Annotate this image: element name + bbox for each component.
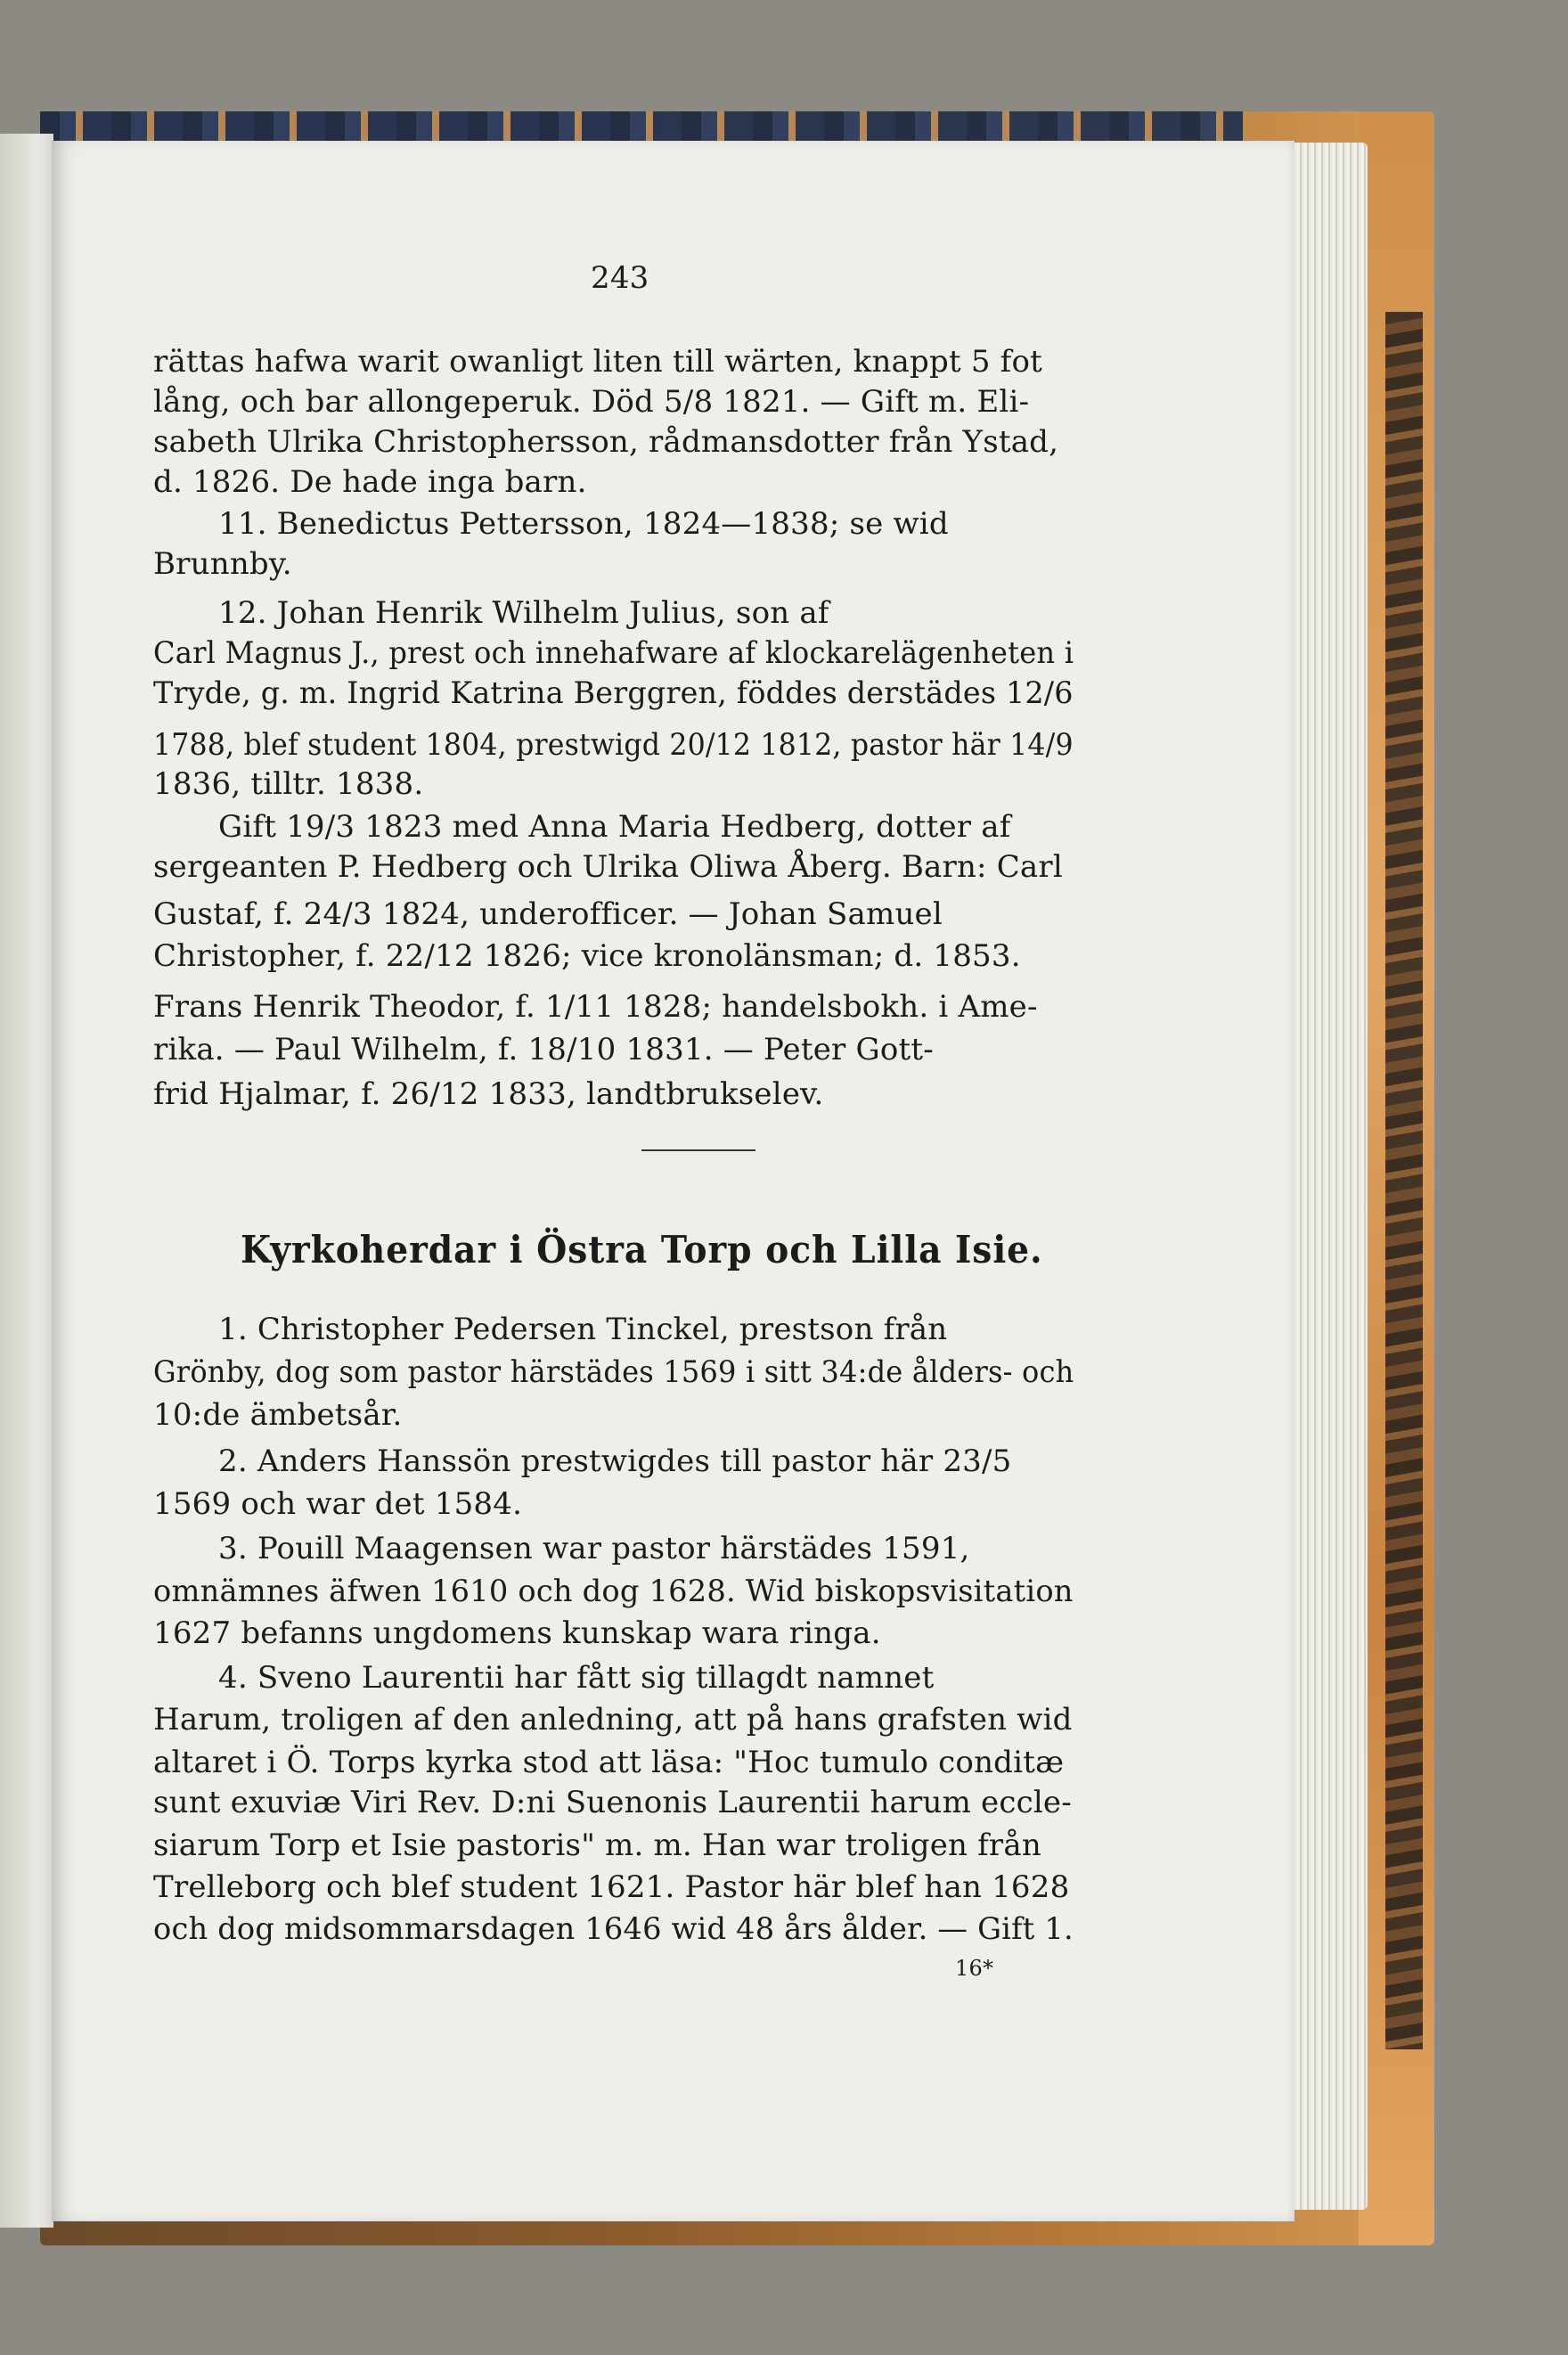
text-line: omnämnes äfwen 1610 och dog 1628. Wid biskopsvisitation (153, 1574, 1074, 1609)
page-edges (1283, 143, 1368, 2210)
text-line: sergeanten P. Hedberg och Ulrika Oliwa Åberg. Barn: Carl (153, 849, 1063, 885)
text-line: lång, och bar allongeperuk. Död 5/8 1821. — Gift m. Eli- (153, 384, 1030, 420)
text-line: 1569 och war det 1584. (153, 1486, 523, 1522)
text-line: 1. Christopher Pedersen Tinckel, prestson från (218, 1312, 948, 1347)
text-line: Tryde, g. m. Ingrid Katrina Berggren, föddes derstädes 12/6 (153, 675, 1074, 711)
text-line: frid Hjalmar, f. 26/12 1833, landtbrukselev. (153, 1076, 824, 1112)
text-line: Gift 19/3 1823 med Anna Maria Hedberg, dotter af (218, 809, 1011, 845)
text-line: Brunnby. (153, 546, 292, 582)
signature-mark: 16* (955, 1956, 994, 1981)
section-divider (641, 1149, 755, 1151)
text-line: 1627 befanns ungdomens kunskap wara ringa. (153, 1615, 881, 1651)
text-line: Gustaf, f. 24/3 1824, underofficer. — Johan Samuel (153, 896, 943, 932)
text-line: 3. Pouill Maagensen war pastor härstädes 1591, (218, 1531, 970, 1566)
page-number: 243 (591, 260, 649, 296)
text-line: 1788, blef student 1804, prestwigd 20/12 1812, pastor här 14/9 (153, 727, 1074, 763)
text-line: 1836, tilltr. 1838. (153, 766, 424, 802)
text-line: sunt exuviæ Viri Rev. D:ni Suenonis Laurentii harum eccle- (153, 1785, 1072, 1820)
text-line: Trelleborg och blef student 1621. Pastor här blef han 1628 (153, 1869, 1070, 1905)
text-line: sabeth Ulrika Christophersson, rådmansdotter från Ystad, (153, 424, 1059, 460)
text-line: 4. Sveno Laurentii har fått sig tillagdt namnet (218, 1660, 935, 1696)
left-page-sliver (0, 134, 53, 2228)
marbled-edge (1385, 312, 1423, 2049)
text-line: Harum, troligen af den anledning, att på hans grafsten wid (153, 1702, 1073, 1738)
text-line: Christopher, f. 22/12 1826; vice kronolänsman; d. 1853. (153, 938, 1021, 974)
text-line: siarum Torp et Isie pastoris" m. m. Han war troligen från (153, 1828, 1041, 1863)
text-line: 12. Johan Henrik Wilhelm Julius, son af (218, 595, 829, 631)
text-line: d. 1826. De hade inga barn. (153, 464, 587, 500)
text-line: 11. Benedictus Pettersson, 1824—1838; se wid (218, 506, 949, 542)
text-line: Frans Henrik Theodor, f. 1/11 1828; handelsbokh. i Ame- (153, 989, 1038, 1025)
section-heading: Kyrkoherdar i Östra Torp och Lilla Isie. (241, 1228, 1043, 1272)
text-line: 10:de ämbetsår. (153, 1397, 403, 1433)
text-line: Grönby, dog som pastor härstädes 1569 i sitt 34:de ålders- och (153, 1354, 1074, 1390)
text-line: 2. Anders Hanssön prestwigdes till pastor här 23/5 (218, 1443, 1012, 1479)
text-line: altaret i Ö. Torps kyrka stod att läsa: "Hoc tumulo conditæ (153, 1745, 1065, 1780)
text-line: rättas hafwa warit owanligt liten till wärten, knappt 5 fot (153, 344, 1042, 380)
text-line: rika. — Paul Wilhelm, f. 18/10 1831. — Peter Gott- (153, 1032, 934, 1067)
text-line: Carl Magnus J., prest och innehafware af klockarelägenheten i (153, 635, 1074, 671)
text-line: och dog midsommarsdagen 1646 wid 48 års ålder. — Gift 1. (153, 1911, 1074, 1947)
